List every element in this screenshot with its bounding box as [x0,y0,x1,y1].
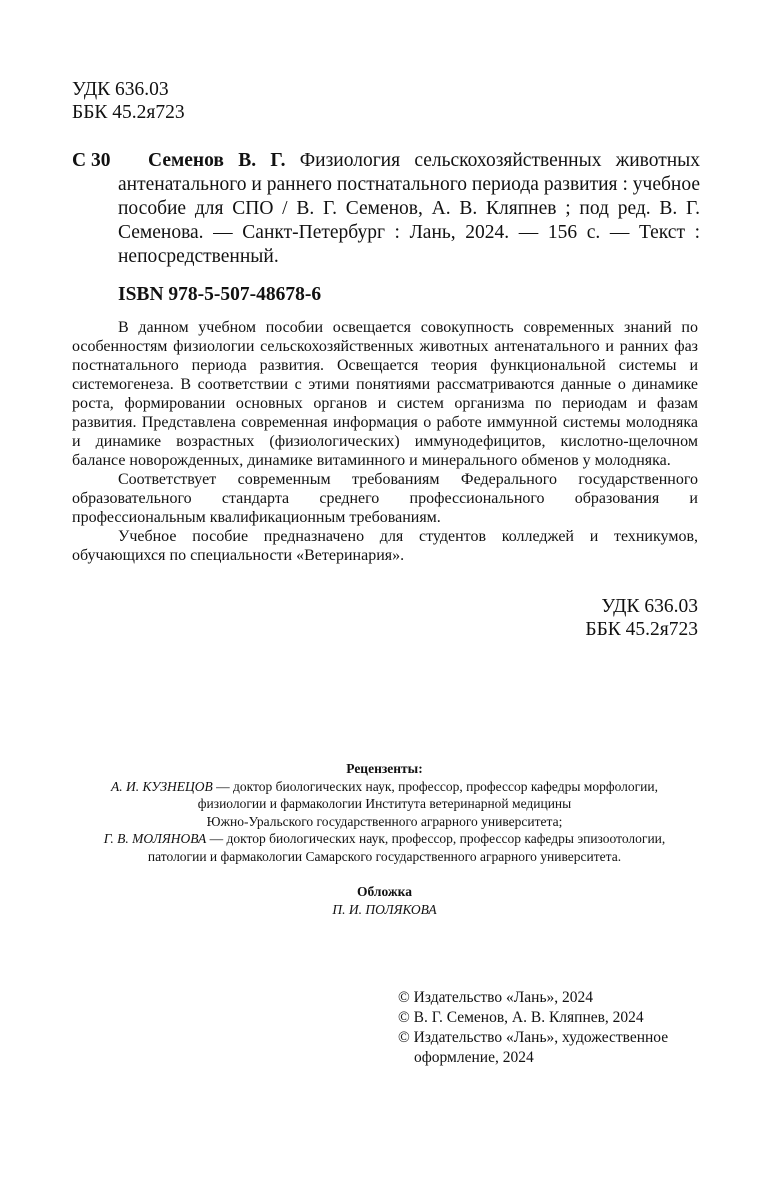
reviewer-1 [40,778,729,796]
udk-code: УДК 636.03 [72,79,169,100]
reviewer-2 [40,830,729,848]
bibliographic-description [118,149,700,269]
author-name: Семенов В. Г. [148,150,286,171]
annotation-paragraph: Соответствует современным требованиям Федерального государственного образовательного стандарта среднего профессионального образования и профессиональным квалификационным требованиям. [72,471,698,526]
bbk-code: ББК 45.2я723 [72,102,185,123]
reviewer-credentials: — доктор биологических наук, профессор, профессор кафедры эпизоотологии, [206,831,666,846]
annotation [72,318,698,565]
annotation-paragraph: Учебное пособие предназначено для студентов колледжей и техникумов, обучающихся по специальности «Ветеринария». [72,528,698,564]
annotation-paragraph: В данном учебном пособии освещается совокупность современных знаний по особенностям физиологии сельскохозяйственных животных антенатального и ранних фаз постнатального периода развития. Освещается теория функциональной системы и системогенеза. В соответствии с этими понятиями рассматриваются данные о динамике роста, формировании основных органов и систем организма по периодам и фазам развития. Представлена современная информация о работе иммунной системы молодняка и динамике возрастных (физиологических) иммунодефицитов, кислотно-щелочном балансе новорожденных, динамике витаминного и минерального обменов у молодняка. [72,319,698,469]
reviewer-1-affiliation: физиологии и фармакологии Института ветеринарной медицины [197,796,572,811]
copyright-line: © Издательство «Лань», 2024 [398,989,594,1006]
copyright-block [398,988,718,1068]
reviewers-heading: Рецензенты: [346,761,423,776]
reviewer-1-affiliation: Южно-Уральского государственного аграрного университета; [206,813,563,829]
author-mark: С 30 [72,150,111,171]
cover-designer: П. И. ПОЛЯКОВА [332,901,437,917]
copyright-line: © В. Г. Семенов, А. В. Кляпнев, 2024 [398,1009,644,1026]
classification-codes-bottom [430,595,698,641]
reviewer-name: Г. В. МОЛЯНОВА [103,831,207,846]
description-text: Физиология сельскохозяйственных животных антенатального и раннего постнатального периода развития : учебное пособие для СПО / В. Г. Семенов, А. В. Кляпнев ; под ред. В. Г. Семенова. — Санкт-Петербург : Лань, 2024. — 156 с. — Текст : непосредственный. [118,150,701,267]
isbn: ISBN 978-5-507-48678-6 [118,284,322,305]
bbk-code: ББК 45.2я723 [585,619,698,640]
udk-code: УДК 636.03 [601,596,698,617]
reviewer-2-affiliation: патологии и фармакологии Самарского государственного аграрного университета. [147,848,622,864]
copyright-line: © Издательство «Лань», художественное оформление, 2024 [398,1029,669,1066]
cover-credit [40,883,729,918]
bibliographic-entry [72,149,700,269]
classification-codes-top [72,78,185,124]
reviewer-name: А. И. КУЗНЕЦОВ [110,778,213,794]
cover-heading: Обложка [356,884,412,899]
reviewers [40,760,729,865]
reviewer-credentials: — доктор биологических наук, профессор, профессор кафедры морфологии, [212,778,659,794]
